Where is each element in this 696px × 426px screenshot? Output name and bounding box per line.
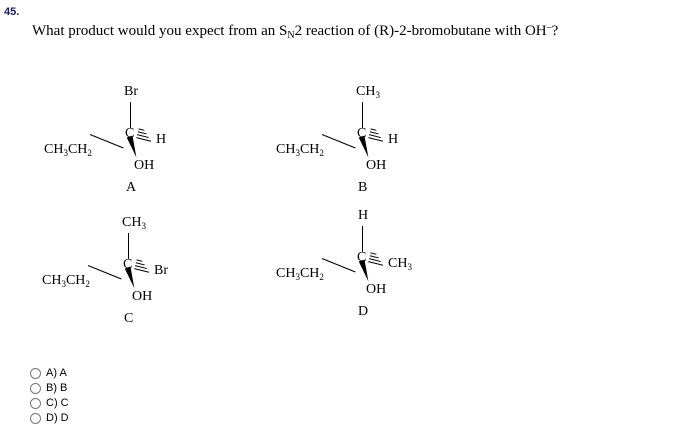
- question-text-sub: N: [287, 30, 295, 41]
- structure-b-bond-left: [322, 134, 356, 148]
- structure-a-top-label: Br: [124, 84, 138, 99]
- answer-options: [30, 366, 69, 426]
- structure-d-center-atom: C: [357, 250, 367, 265]
- question-number: 45.: [4, 6, 20, 18]
- structure-b-bond-top: [362, 102, 363, 128]
- structure-b-hash-label: H: [388, 132, 399, 147]
- option-b[interactable]: [30, 381, 69, 395]
- structure-d-top-label: H: [358, 208, 369, 223]
- structure-d-bond-left: [322, 258, 356, 272]
- question-text-suffix: ?: [551, 23, 559, 39]
- option-d[interactable]: [30, 411, 69, 425]
- structure-d-hash-label: $CH_3$: [388, 256, 412, 272]
- structure-b-left-label: $CH_3CH_2$: [276, 142, 324, 158]
- structure-a-hash-bond: [136, 128, 153, 143]
- structure-c-bond-top: [128, 233, 129, 259]
- structure-c-center-atom: C: [123, 257, 133, 272]
- structure-d-hash-bond: [368, 252, 385, 267]
- radio-button-icon[interactable]: [30, 383, 41, 394]
- structure-a: [30, 82, 210, 195]
- option-c-label: C) C: [46, 397, 69, 409]
- radio-button-icon[interactable]: [30, 413, 41, 424]
- question-text-prefix: What product would you expect from an S: [32, 23, 288, 39]
- structure-c-hash-label: Br: [154, 263, 168, 278]
- structure-c-hash-bond: [134, 259, 151, 274]
- question-text: [32, 22, 558, 41]
- question-text-mid: 2 reaction of (R)-2-bromobutane with OH: [294, 23, 547, 39]
- structure-d-bond-top: [362, 226, 363, 252]
- structure-c-left-label: $CH_3CH_2$: [42, 273, 90, 289]
- question-text-sup: –: [546, 22, 552, 33]
- structure-b-top-label: $CH_3$: [356, 84, 380, 100]
- option-c[interactable]: [30, 396, 69, 410]
- structure-c-letter: C: [124, 311, 134, 326]
- structure-b-hash-bond: [368, 128, 385, 143]
- structure-a-hash-label: H: [156, 132, 167, 147]
- structure-a-left-label: $CH_3CH_2$: [44, 142, 92, 158]
- structure-b-wedge-label: OH: [366, 158, 387, 173]
- option-d-label: D) D: [46, 412, 69, 424]
- structure-d-letter: D: [358, 304, 369, 319]
- structure-c-bond-left: [88, 265, 122, 279]
- structure-c-top-label: $CH_3$: [122, 215, 146, 231]
- structure-d-wedge-label: OH: [366, 282, 387, 297]
- structure-a-bond-top: [130, 102, 131, 128]
- structure-a-wedge-label: OH: [134, 158, 155, 173]
- option-b-label: B) B: [46, 382, 68, 394]
- structure-a-center-atom: C: [125, 126, 135, 141]
- structure-c: [30, 213, 210, 326]
- structure-a-letter: A: [126, 180, 137, 195]
- option-a[interactable]: [30, 366, 69, 380]
- structure-d-left-label: $CH_3CH_2$: [276, 266, 324, 282]
- radio-button-icon[interactable]: [30, 398, 41, 409]
- structure-a-bond-left: [90, 134, 124, 148]
- radio-button-icon[interactable]: [30, 368, 41, 379]
- option-a-label: A) A: [46, 367, 67, 379]
- structure-b: [262, 82, 442, 195]
- structure-c-wedge-label: OH: [132, 289, 153, 304]
- structure-b-center-atom: C: [357, 126, 367, 141]
- structure-d: [262, 206, 442, 319]
- structure-b-letter: B: [358, 180, 368, 195]
